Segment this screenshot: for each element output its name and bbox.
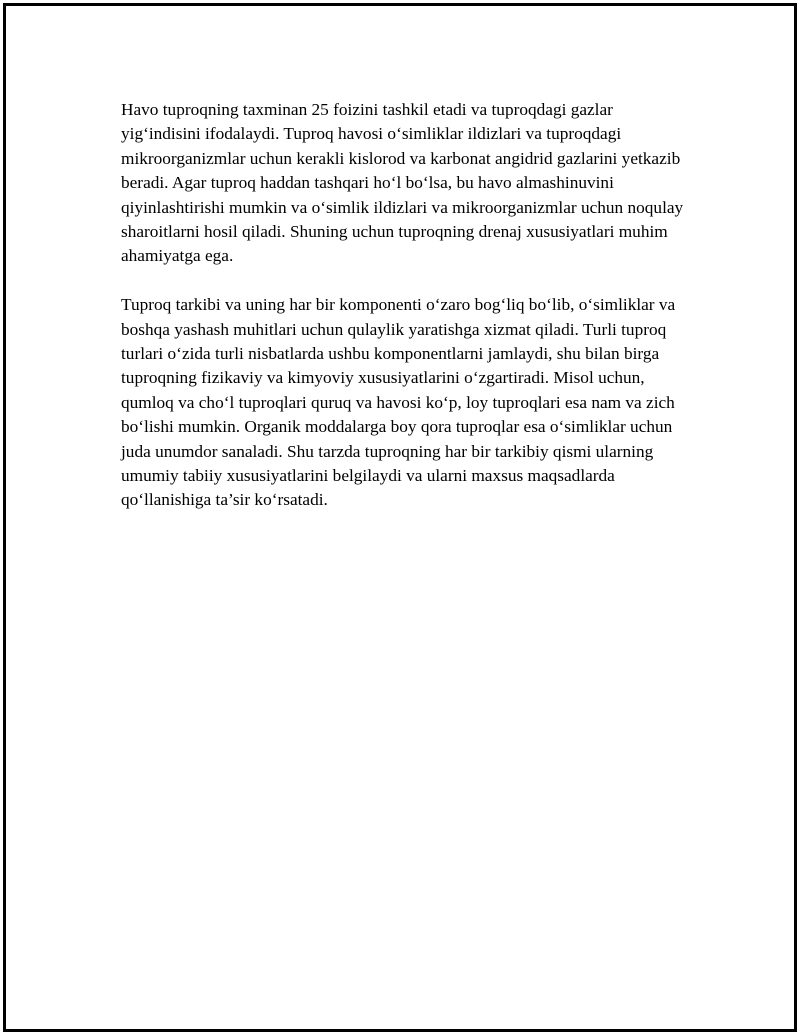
document-body xyxy=(121,98,691,513)
paragraph-soil-composition: Tuproq tarkibi va uning har bir komponenti o‘zaro bog‘liq bo‘lib, o‘simliklar va boshqa yashash muhitlari uchun qulaylik yaratishga xizmat qiladi. Turli tuproq turlari o‘zida turli nisbatlarda ushbu komponentlarni jamlaydi, shu bilan birga tuproqning fizikaviy va kimyoviy xususiyatlarini o‘zgartiradi. Misol uchun, qumloq va cho‘l tuproqlari quruq va havosi ko‘p, loy tuproqlari esa nam va zich bo‘lishi mumkin. Organik moddalarga boy qora tuproqlar esa o‘simliklar uchun juda unumdor sanaladi. Shu tarzda tuproqning har bir tarkibiy qismi ularning umumiy tabiiy xususiyatlarini belgilaydi va ularni maxsus maqsadlarda qo‘llanishiga ta’sir ko‘rsatadi. xyxy=(121,295,676,510)
page-frame xyxy=(3,3,797,1032)
paragraph-air-in-soil: Havo tuproqning taxminan 25 foizini tashkil etadi va tuproqdagi gazlar yig‘indisini ifodalaydi. Tuproq havosi o‘simliklar ildizlari va tuproqdagi mikroorganizmlar uchun kerakli kislorod va karbonat angidrid gazlarini yetkazib beradi. Agar tuproq haddan tashqari ho‘l bo‘lsa, bu havo almashinuvini qiyinlashtirishi mumkin va o‘simlik ildizlari va mikroorganizmlar uchun noqulay sharoitlarni hosil qiladi. Shuning uchun tuproqning drenaj xususiyatlari muhim ahamiyatga ega. xyxy=(121,100,684,266)
